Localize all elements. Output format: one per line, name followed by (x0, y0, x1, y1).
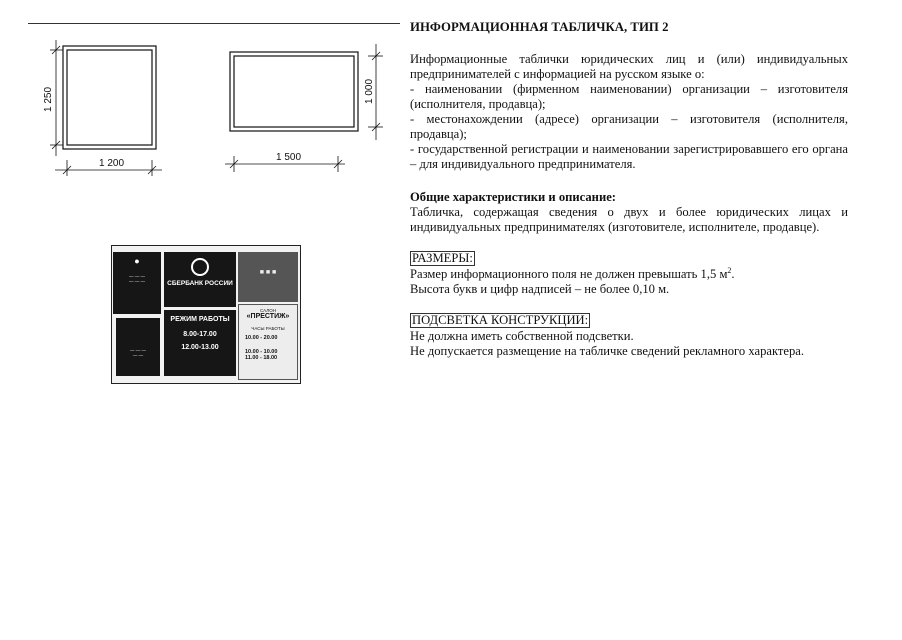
plate-bottom-left: — — — — — (116, 318, 160, 376)
frame-left-inner (67, 50, 152, 145)
plate-salon-h3: 11.00 - 18.00 (245, 355, 278, 361)
sizes-line-2: Высота букв и цифр надписей – не более 0,10 м. (410, 282, 670, 296)
frame-right-outer (230, 52, 358, 131)
frame-right-inner (234, 56, 354, 127)
plate-salon-top: САЛОН (260, 308, 276, 313)
plate-hours (164, 310, 236, 376)
lighting-line-1: Не должна иметь собственной подсветки. (410, 329, 634, 343)
plate-top-left: ● — — — — — — (113, 252, 161, 314)
document-text (410, 20, 848, 359)
general-text: Табличка, содержащая сведения о двух и более юридических лицах и индивидуальных предпринимателях (изготовителе, исполнителе, продавце). (410, 205, 848, 234)
dim-right-width-label: 1 500 (276, 152, 302, 163)
lighting-heading: ПОДСВЕТКА КОНСТРУКЦИИ: (412, 313, 589, 327)
plate-hours-2: 12.00-13.00 (181, 344, 219, 351)
bullet-2: - местонахождении (адресе) организации – изготовителя (исполнителя, продавца); (410, 112, 848, 141)
plate-hours-title: РЕЖИМ РАБОТЫ (170, 316, 230, 323)
bullet-3: - государственной регистрации и наименовании зарегистрировавшего его органа – для индивидуального предпринимателя. (410, 142, 848, 171)
drawing-right (225, 44, 383, 172)
drawing-left (43, 40, 162, 176)
plate-salon-h1: 10.00 - 20.00 (245, 335, 278, 341)
plate-salon (238, 304, 298, 380)
plate-salon-hours-title: ЧАСЫ РАБОТЫ (251, 326, 285, 331)
plate-hours-1: 8.00-17.00 (183, 331, 217, 338)
plate-salon-name: «ПРЕСТИЖ» (246, 313, 290, 320)
signage-photo (111, 245, 301, 384)
dim-left-height-label: 1 250 (43, 86, 54, 112)
plate-sber-label: СБЕРБАНК РОССИИ (167, 280, 233, 287)
intro-text: Информационные таблички юридических лиц и (или) индивидуальных предпринимателей с информацией на русском языке о: (410, 52, 848, 81)
dim-left-width-label: 1 200 (99, 158, 125, 169)
general-heading: Общие характеристики и описание: (410, 190, 616, 204)
plate-sberbank (164, 252, 236, 307)
frame-left-outer (63, 46, 156, 149)
lighting-line-2: Не допускается размещение на табличке сведений рекламного характера. (410, 344, 805, 358)
sizes-line-1: Размер информационного поля не должен превышать 1,5 $м^2$. (410, 265, 735, 281)
dim-right-height-label: 1 000 (364, 78, 375, 104)
document-title: ИНФОРМАЦИОННАЯ ТАБЛИЧКА, ТИП 2 (410, 20, 669, 34)
sizes-heading: РАЗМЕРЫ: (412, 251, 473, 265)
plate-top-right: ■ ■ ■ (238, 252, 298, 302)
plate-salon-h2: 10.00 - 10.00 (245, 349, 278, 355)
sberbank-logo-icon (191, 258, 209, 276)
bullet-1: - наименовании (фирменном наименовании) организации – изготовителя (исполнителя, продавца); (410, 82, 848, 111)
